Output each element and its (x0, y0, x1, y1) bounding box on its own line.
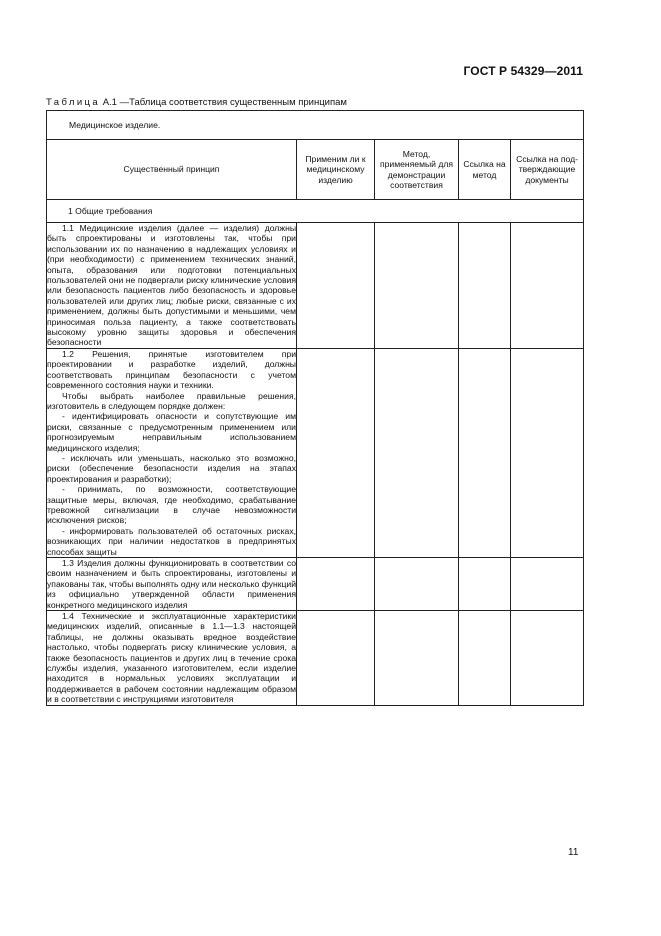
method-reference-cell (459, 558, 511, 611)
table-caption-text: А.1 —Таблица соответствия существенным принципам (100, 97, 347, 108)
principle-text: - принимать, по возможности, соответствующие защитные меры, включая, где необходимо, срабатывание тревожной сигнализации в случае невозможности исключения рисков; (47, 484, 296, 526)
applicable-cell (297, 223, 375, 349)
documents-reference-cell (511, 348, 584, 557)
principle-text: - идентифицировать опасности и сопутствующие им риски, связанные с предусмотренным применением или прогнозируемым неправильным использованием медицинского изделия; (47, 411, 296, 453)
method-cell (375, 611, 459, 706)
applicable-cell (297, 611, 375, 706)
principle-cell (47, 558, 297, 611)
section-title: 1 Общие требования (47, 200, 584, 223)
principle-cell (47, 611, 297, 706)
table-row (47, 611, 584, 706)
column-header-documents-reference: Ссылка на под-тверждающие документы (511, 140, 584, 200)
principle-text: Чтобы выбрать наиболее правильные решения, изготовитель в следующем порядке должен: (47, 390, 296, 411)
column-header-method-reference: Ссылка на метод (459, 140, 511, 200)
method-cell (375, 348, 459, 557)
column-header-method: Метод, применяемый для демонстрации соответствия (375, 140, 459, 200)
principle-cell (47, 223, 297, 349)
method-cell (375, 223, 459, 349)
table-row (47, 223, 584, 349)
principle-text: - информировать пользователей об остаточных рисках, возникающих при наличии недостатков в предпринятых способах защиты (47, 525, 296, 557)
table-row (47, 348, 584, 557)
standard-code: ГОСТ Р 54329—2011 (463, 64, 583, 78)
header-row (47, 140, 584, 200)
column-header-applicable: Применим ли к медицинскому изделию (297, 140, 375, 200)
principle-text: 1.4 Технические и эксплуатационные характеристики медицинских изделий, описанные в 1.1—1.3 настоящей таблицы, не должны оказывать вредное воздействие настолько, чтобы подвергать риску клинические условия, а также безопасность пациентов и других лиц в течение срока службы изделия, указанного изготовителем, если изделие находится в нормальных условиях эксплуатации и поддерживается в рабочем состоянии надлежащим образом и в соответствии с инструкциями изготовителя (47, 611, 296, 705)
documents-reference-cell (511, 558, 584, 611)
device-label: Медицинское изделие. (47, 111, 584, 140)
principle-text: 1.1 Медицинские изделия (далее — изделия) должны быть спроектированы и изготовлены так, чтобы при использовании их по назначению в надлежащих условиях и (при необходимости) с применением технических знаний, опыта, образования или подготовки потенциальных пользователей они не подвергали риску клинические условия или безопасность пациентов либо безопасность и здоровье пользователей или других лиц; любые риски, связанные с их применением, должны быть допустимыми и меньшими, чем приносимая польза пациенту, а также соответствовать высокому уровню защиты здоровья и обеспечения безопасности (47, 223, 296, 348)
page-number: 11 (568, 847, 579, 858)
device-row (47, 111, 584, 140)
table-row (47, 558, 584, 611)
column-header-principle: Существенный принцип (47, 140, 297, 200)
method-reference-cell (459, 611, 511, 706)
applicable-cell (297, 348, 375, 557)
table-caption (46, 97, 347, 108)
compliance-table (46, 110, 584, 706)
principle-text: - исключать или уменьшать, насколько это возможно, риски (обеспечение безопасности изделия на этапах проектирования и разработки); (47, 452, 296, 484)
principle-text: 1.2 Решения, принятые изготовителем при проектировании и разработке изделий, должны соответствовать принципам безопасности с учетом современного состояния науки и техники. (47, 348, 296, 391)
documents-reference-cell (511, 223, 584, 349)
section-row (47, 200, 584, 223)
method-cell (375, 558, 459, 611)
table-caption-label: Таблица (46, 97, 101, 108)
principle-cell (47, 348, 297, 557)
principle-text: 1.3 Изделия должны функционировать в соответствии со своим назначением и быть спроектированы, изготовлены и упакованы так, чтобы выполнять одну или несколько функций из официально утвержденной области применения конкретного медицинского изделия (47, 558, 296, 610)
method-reference-cell (459, 348, 511, 557)
documents-reference-cell (511, 611, 584, 706)
applicable-cell (297, 558, 375, 611)
method-reference-cell (459, 223, 511, 349)
